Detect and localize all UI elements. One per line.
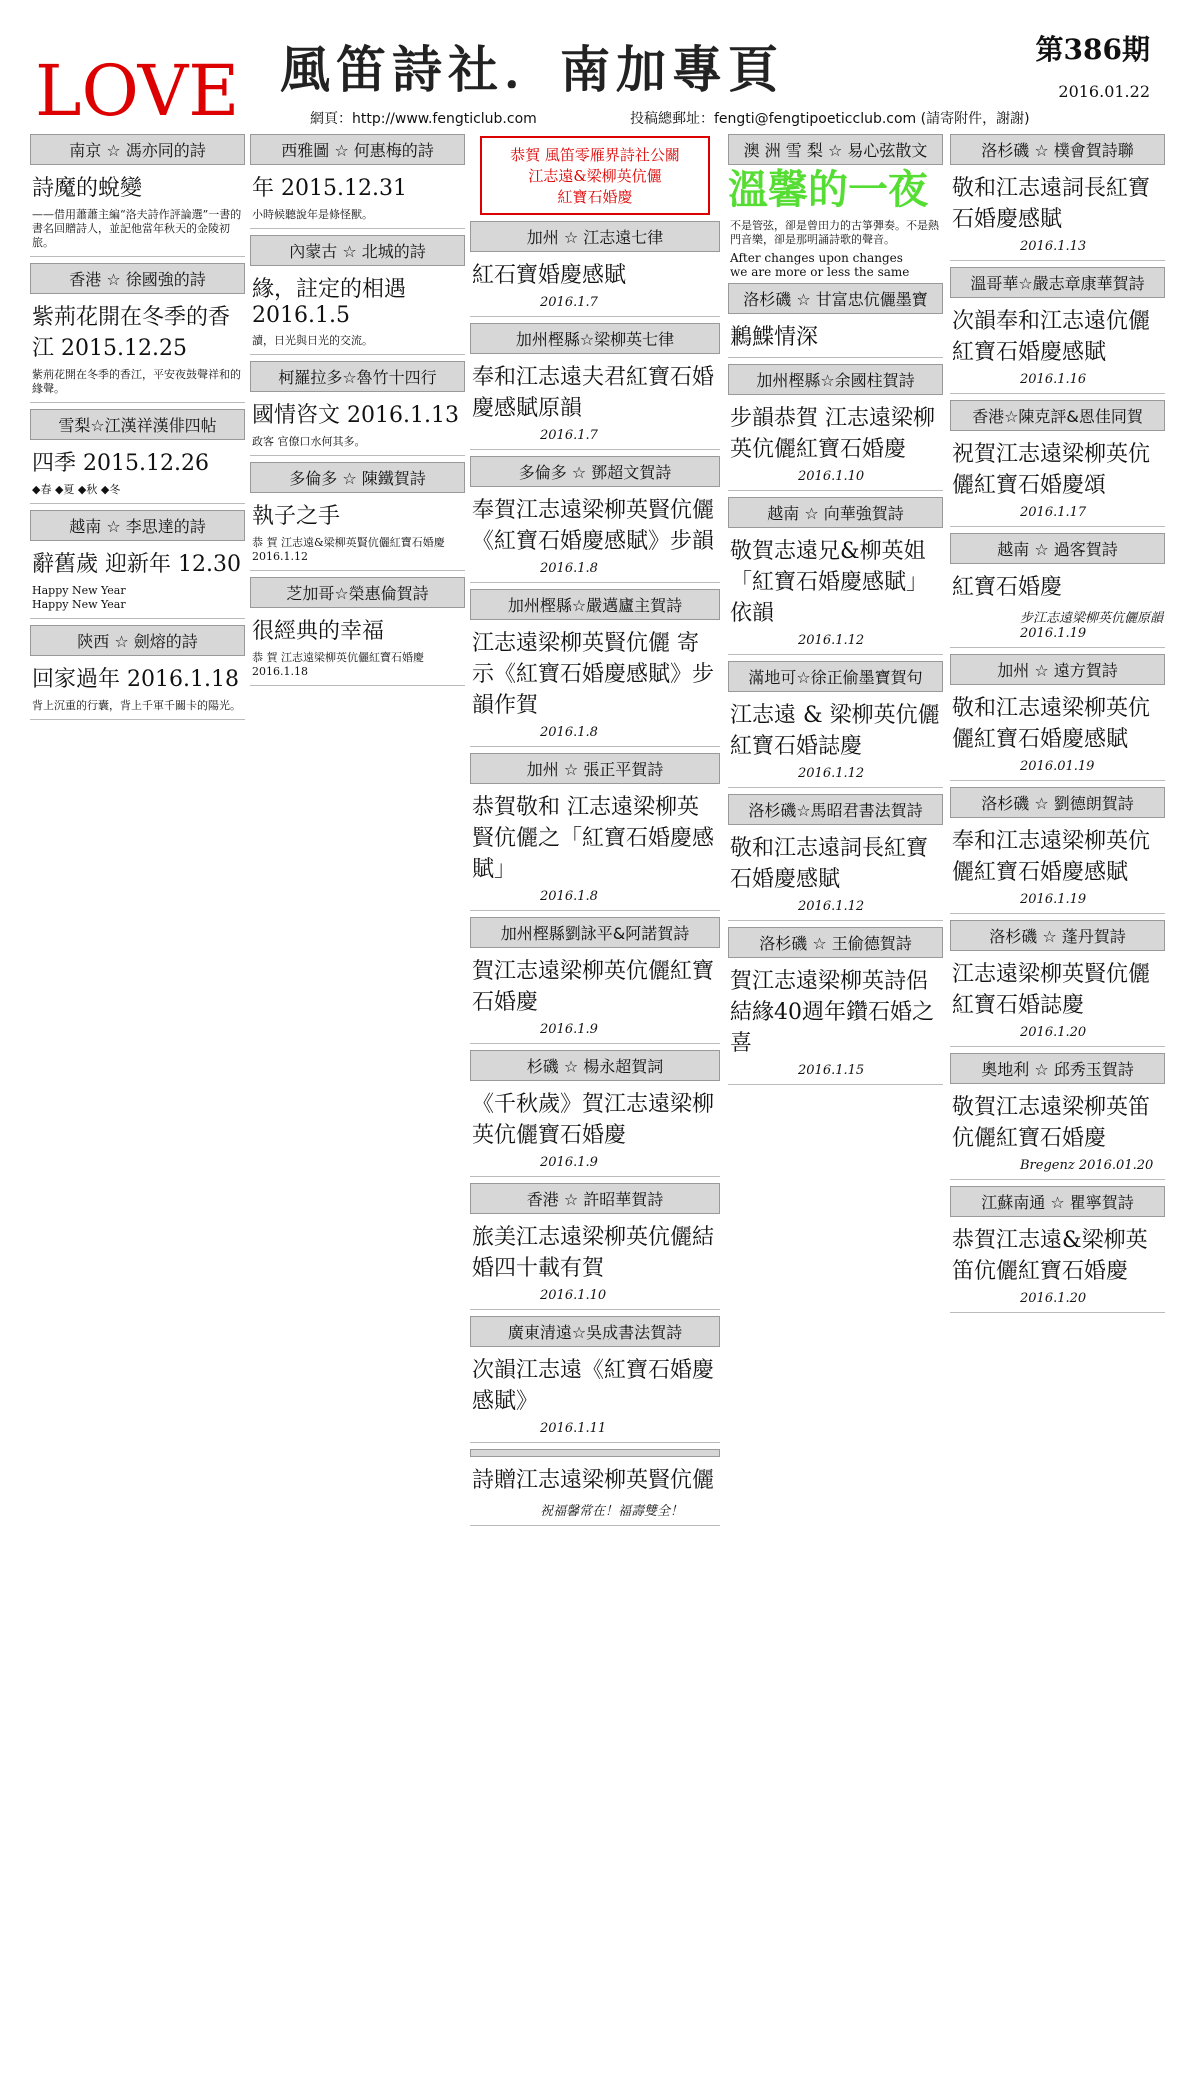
poem-title: 回家過年 2016.1.18 [32, 667, 239, 692]
email[interactable]: 投稿總郵址：fengti@fengtipoeticclub.com (請寄附件，謝謝) [630, 111, 1030, 127]
poem-title: 國情咨文 2016.1.13 [252, 403, 459, 428]
issue-date: 2016.01.22 [1058, 82, 1150, 101]
column-2 [250, 130, 465, 692]
poem-body: ◆春 ◆夏 ◆秋 ◆冬 [32, 483, 121, 496]
divider [950, 526, 1165, 527]
section-header: 內蒙古 ☆ 北城的詩 [250, 235, 465, 266]
divider [470, 316, 720, 317]
poem-date: 2016.1.16 [1020, 372, 1087, 387]
divider [728, 357, 943, 358]
poem-date: 2016.1.8 [540, 725, 598, 740]
divider [950, 647, 1165, 648]
poem-date: 2016.1.19 [1020, 892, 1087, 907]
poem-date: 2016.1.12 [798, 633, 865, 648]
poem-title: 執子之手 [252, 504, 341, 529]
poem-title: 四季 2015.12.26 [32, 451, 209, 476]
divider [470, 1176, 720, 1177]
divider [950, 260, 1165, 261]
section-header: 加州 ☆ 江志遠七律 [470, 221, 720, 252]
column-1 [30, 130, 245, 726]
section-header: 香港 ☆ 許昭華賀詩 [470, 1183, 720, 1214]
section-header [470, 1449, 720, 1457]
poem-body: 讀，日光與日光的交流。 [252, 334, 373, 347]
poem-date: 2016.1.12 [798, 899, 865, 914]
svg-text:LOVE: LOVE [35, 50, 240, 132]
poem-date: 2016.01.19 [1020, 759, 1095, 774]
poem-date: 2016.1.10 [540, 1288, 607, 1303]
poem-title: 年 2015.12.31 [252, 176, 407, 201]
poem-title: 敬和江志遠詞長紅寶石婚慶感賦 [952, 176, 1151, 232]
section-header: 洛杉磯 ☆ 王偷德賀詩 [728, 927, 943, 958]
divider [470, 746, 720, 747]
section-header: 香港 ☆ 徐國強的詩 [30, 263, 245, 294]
poem-date: 2016.1.9 [540, 1155, 598, 1170]
masthead [30, 10, 1170, 132]
section-header: 香港☆陳克評&恩佳同賀 [950, 400, 1165, 431]
section-header: 越南 ☆ 李思達的詩 [30, 510, 245, 541]
poem-date: 2016.1.15 [798, 1063, 865, 1078]
essay-title: 溫馨的一夜 [728, 166, 928, 213]
divider [728, 1084, 943, 1085]
poem-body: Happy New Year Happy New Year [32, 584, 126, 611]
poem-date: 2016.1.9 [540, 1022, 598, 1037]
poem-date: 2016.1.7 [540, 428, 598, 443]
poem-date: 2016.1.20 [1020, 1025, 1087, 1040]
essay-quote: After changes upon changes we are more or less the same [730, 251, 910, 279]
section-header: 加州 ☆ 遠方賀詩 [950, 654, 1165, 685]
poem-title: 鶼鰈情深 [730, 325, 819, 350]
column-5 [950, 130, 1165, 1319]
poem-date: 2016.1.20 [1020, 1291, 1087, 1306]
divider [470, 1525, 720, 1526]
section-header: 越南 ☆ 過客賀詩 [950, 533, 1165, 564]
section-header: 多倫多 ☆ 鄧超文賀詩 [470, 456, 720, 487]
divider [728, 654, 943, 655]
poem-title: 詩贈江志遠梁柳英賢伉儷 [472, 1468, 715, 1493]
love-logo-icon [30, 10, 240, 132]
section-header: 洛杉磯 ☆ 甘富忠伉儷墨寶 [728, 283, 943, 314]
section-header: 奧地利 ☆ 邱秀玉賀詩 [950, 1053, 1165, 1084]
poem-body: 紫荊花開在冬季的香江，平安夜鼓聲祥和的緣聲。 [32, 368, 241, 395]
section-header: 加州 ☆ 張正平賀詩 [470, 753, 720, 784]
poem-title: 江志遠梁柳英賢伉儷紅寶石婚誌慶 [952, 962, 1151, 1018]
brand-title: 風笛詩社．南加專頁 [280, 40, 784, 99]
section-header: 多倫多 ☆ 陳鐵賀詩 [250, 462, 465, 493]
divider [30, 618, 245, 619]
poem-title: 次韻江志遠《紅寶石婚慶感賦》 [472, 1358, 715, 1414]
poem-title: 恭賀江志遠&梁柳英笛伉儷紅寶石婚慶 [952, 1228, 1148, 1284]
divider [30, 402, 245, 403]
section-header: 南京 ☆ 馮亦同的詩 [30, 134, 245, 165]
poem-title: 敬和江志遠梁柳英伉儷紅寶石婚慶感賦 [952, 696, 1151, 752]
divider [950, 393, 1165, 394]
divider [470, 582, 720, 583]
poem-date: 2016.1.13 [1020, 239, 1087, 254]
section-header: 陝西 ☆ 劍熔的詩 [30, 625, 245, 656]
section-header: 加州樫縣劉詠平&阿諾賀詩 [470, 917, 720, 948]
section-header: 加州樫縣☆余國柱賀詩 [728, 364, 943, 395]
poem-title: 賀江志遠梁柳英伉儷紅寶石婚慶 [472, 959, 715, 1015]
poem-body: 恭 賀 江志遠&梁柳英賢伉儷紅寶石婚慶 2016.1.12 [252, 536, 445, 563]
divider [470, 1043, 720, 1044]
section-header: 江蘇南通 ☆ 瞿寧賀詩 [950, 1186, 1165, 1217]
poem-title: 奉和江志遠夫君紅寶石婚慶感賦原韻 [472, 365, 715, 421]
divider [250, 685, 465, 686]
poem-title: 很經典的幸福 [252, 619, 385, 644]
issue-number: 第386期 [1035, 33, 1150, 66]
divider [30, 719, 245, 720]
website[interactable]: 網頁：http://www.fengticlub.com [310, 111, 537, 127]
divider [950, 913, 1165, 914]
poem-title: 敬和江志遠詞長紅寶石婚慶感賦 [730, 836, 929, 892]
poem-date: 2016.1.7 [540, 295, 598, 310]
poem-title: 江志遠梁柳英賢伉儷 寄示《紅寶石婚慶感賦》步韻作賀 [472, 631, 715, 718]
divider [950, 1179, 1165, 1180]
poem-date: 2016.1.8 [540, 561, 598, 576]
column-3 [470, 130, 720, 1532]
divider [30, 256, 245, 257]
poem-title: 次韻奉和江志遠伉儷紅寶石婚慶感賦 [952, 309, 1151, 365]
poem-title: 紅寶石婚慶 [952, 575, 1063, 600]
poem-title: 賀江志遠梁柳英詩侶結緣40週年鑽石婚之喜 [730, 969, 934, 1056]
section-header: 越南 ☆ 向華強賀詩 [728, 497, 943, 528]
poem-title: 奉和江志遠梁柳英伉儷紅寶石婚慶感賦 [952, 829, 1151, 885]
divider [950, 780, 1165, 781]
poem-date: 2016.1.12 [798, 766, 865, 781]
divider [728, 787, 943, 788]
section-header: 加州樫縣☆梁柳英七律 [470, 323, 720, 354]
section-header: 洛杉磯☆馬昭君書法賀詩 [728, 794, 943, 825]
poem-title: 緣，註定的相遇 2016.1.5 [252, 277, 407, 328]
divider [250, 455, 465, 456]
celebration-banner: 恭賀 風笛零雁界詩社公關 江志遠&梁柳英伉儷 紅寶石婚慶 [480, 136, 710, 215]
section-header: 芝加哥☆榮惠倫賀詩 [250, 577, 465, 608]
poem-title: 奉賀江志遠梁柳英賢伉儷《紅寶石婚慶感賦》步韻 [472, 498, 715, 554]
poem-date: Bregenz 2016.01.20 [1020, 1158, 1154, 1173]
divider [250, 354, 465, 355]
divider [470, 910, 720, 911]
poem-date: 祝福馨常在！福壽雙全！ [540, 1504, 684, 1519]
section-header: 雪梨☆江漢祥漢俳四帖 [30, 409, 245, 440]
poem-date: 2016.1.11 [540, 1421, 607, 1436]
poem-body: 恭 賀 江志遠梁柳英伉儷紅寶石婚慶 2016.1.18 [252, 651, 424, 678]
column-4 [728, 130, 943, 1091]
divider [470, 1309, 720, 1310]
poem-body: 政客 官僚口水何其多。 [252, 435, 366, 448]
poem-date: 2016.1.10 [798, 469, 865, 484]
poem-title: 敬賀志遠兄&柳英姐「紅寶石婚慶感賦」依韻 [730, 539, 929, 626]
section-header: 西雅圖 ☆ 何惠梅的詩 [250, 134, 465, 165]
divider [30, 503, 245, 504]
poem-title: 祝賀江志遠梁柳英伉儷紅寶石婚慶頌 [952, 442, 1151, 498]
section-header: 洛杉磯 ☆ 蓬丹賀詩 [950, 920, 1165, 951]
poem-title: 恭賀敬和 江志遠梁柳英賢伉儷之「紅寶石婚慶感賦」 [472, 795, 715, 882]
poem-date: 2016.1.17 [1020, 505, 1087, 520]
poem-body: ——借用蕭蕭主編“洛夫詩作評論選”一書的書名回贈詩人，並記他當年秋天的金陵初旅。 [32, 208, 242, 249]
essay-body: 不是管弦，卻是曾田力的古箏彈奏。不是熱門音樂，卻是那明誦詩歌的聲音。 [730, 219, 939, 246]
divider [250, 228, 465, 229]
poem-title: 詩魔的蛻變 [32, 176, 143, 201]
section-header: 柯羅拉多☆魯竹十四行 [250, 361, 465, 392]
poem-body: 小時候聽說年是條怪獸。 [252, 208, 373, 221]
poem-date: 步江志遠梁柳英伉儷原韻 2016.1.19 [1020, 611, 1164, 641]
divider [470, 1442, 720, 1443]
poem-title: 紫荊花開在冬季的香江 2015.12.25 [32, 305, 231, 361]
poem-title: 步韻恭賀 江志遠梁柳英伉儷紅寶石婚慶 [730, 406, 935, 462]
section-header: 溫哥華☆嚴志章康華賀詩 [950, 267, 1165, 298]
divider [950, 1312, 1165, 1313]
section-header: 洛杉磯 ☆ 劉德朗賀詩 [950, 787, 1165, 818]
divider [470, 449, 720, 450]
section-header: 廣東清遠☆吳成書法賀詩 [470, 1316, 720, 1347]
divider [250, 570, 465, 571]
section-header: 加州樫縣☆嚴邁廬主賀詩 [470, 589, 720, 620]
section-header: 洛杉磯 ☆ 樸會賀詩聯 [950, 134, 1165, 165]
section-header: 澳 洲 雪 梨 ☆ 易心弦散文 [728, 134, 943, 165]
poem-title: 《千秋歲》賀江志遠梁柳英伉儷寶石婚慶 [472, 1092, 715, 1148]
divider [950, 1046, 1165, 1047]
poem-body: 背上沉重的行囊，背上千軍千關卡的陽光。 [32, 699, 241, 712]
poem-title: 旅美江志遠梁柳英伉儷結婚四十載有賀 [472, 1225, 715, 1281]
divider [728, 490, 943, 491]
poem-title: 辭舊歲 迎新年 12.30 [32, 552, 241, 577]
divider [728, 920, 943, 921]
poem-title: 敬賀江志遠梁柳英笛伉儷紅寶石婚慶 [952, 1095, 1151, 1151]
poem-title: 紅石寶婚慶感賦 [472, 263, 627, 288]
section-header: 滿地可☆徐正偷墨寶賀句 [728, 661, 943, 692]
section-header: 杉磯 ☆ 楊永超賀詞 [470, 1050, 720, 1081]
poem-title: 江志遠 & 梁柳英伉儷紅寶石婚誌慶 [730, 703, 940, 759]
poem-date: 2016.1.8 [540, 889, 598, 904]
